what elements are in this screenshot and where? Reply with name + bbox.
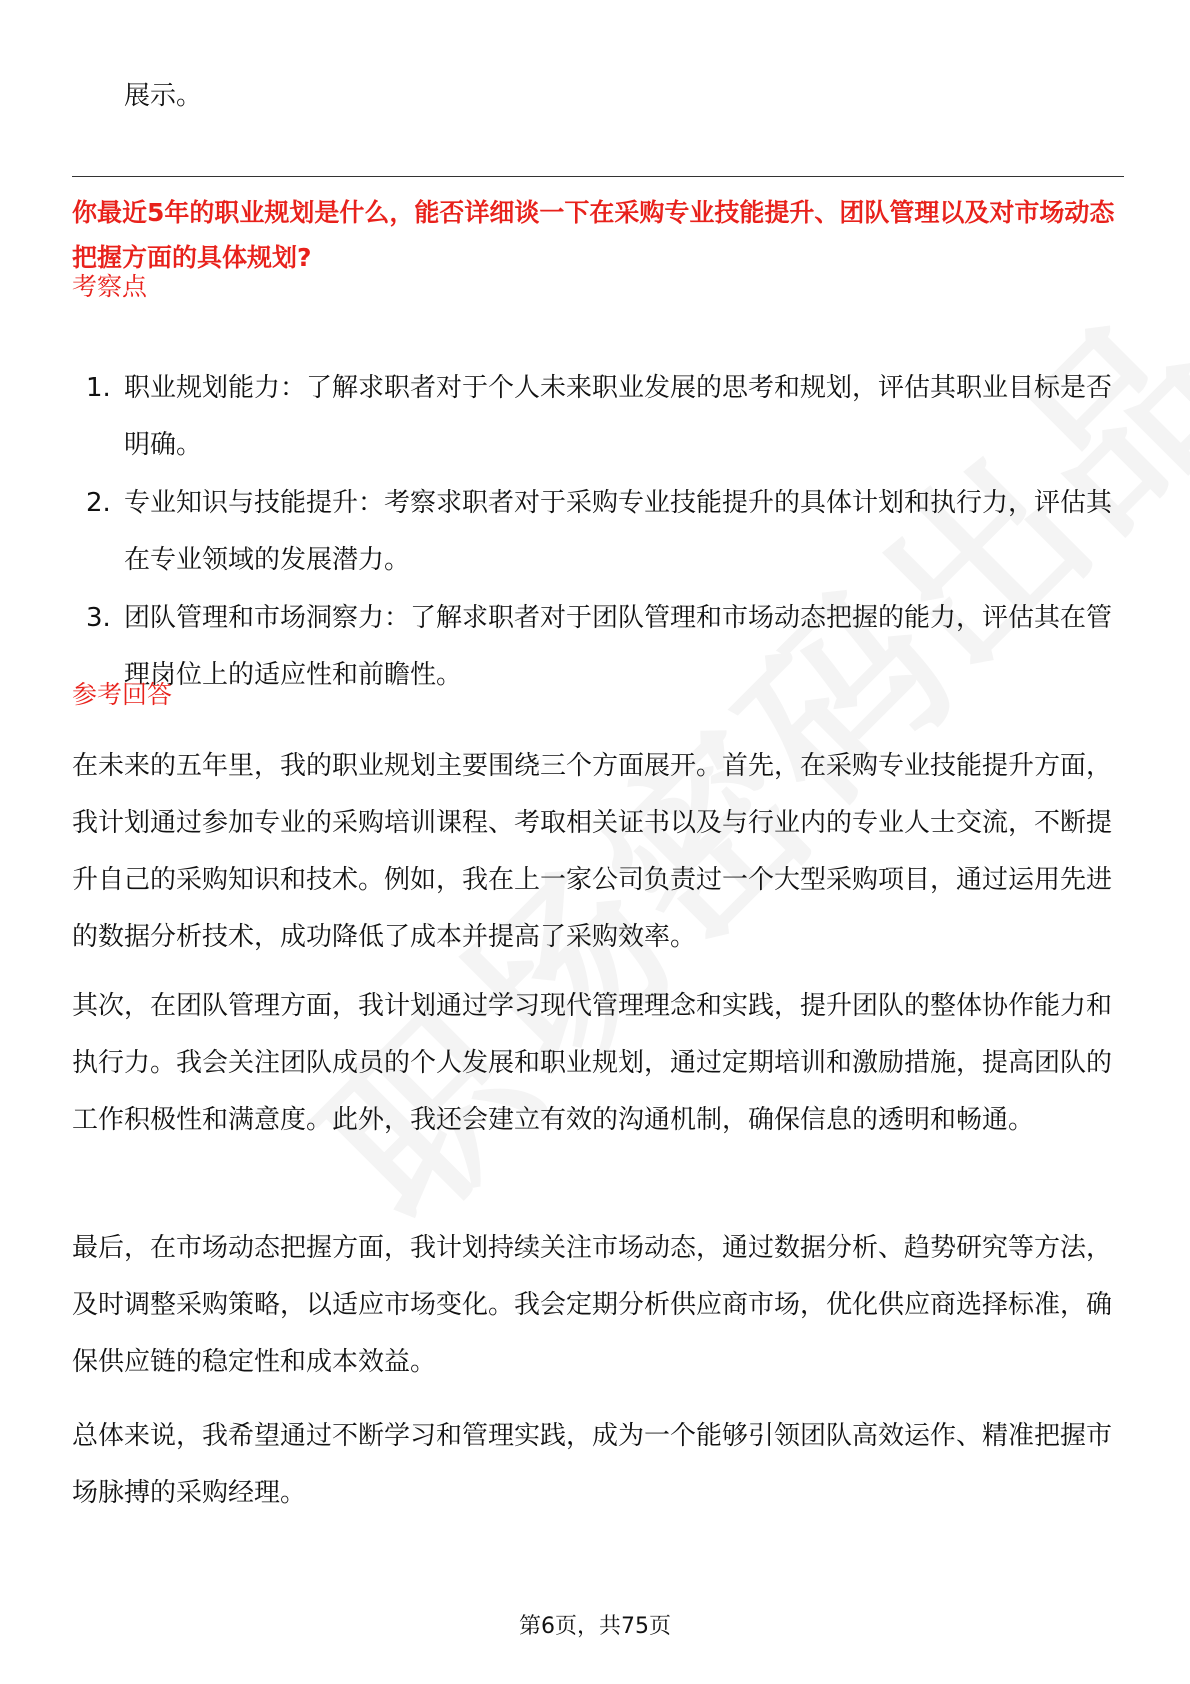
page-number: 第6页，共75页 <box>519 1614 671 1639</box>
answer-paragraph: 在未来的五年里，我的职业规划主要围绕三个方面展开。首先，在采购专业技能提升方面，我计划通过参加专业的采购培训课程、考取相关证书以及与行业内的专业人士交流，不断提升自己的采购知识和技术。例如，我在上一家公司负责过一个大型采购项目，通过运用先进的数据分析技术，成功降低了成本并提高了采购效率。 <box>72 751 1113 952</box>
section-divider <box>72 176 1124 177</box>
item-number: 3. <box>86 603 111 633</box>
continuation-text: 展示。 <box>124 81 203 111</box>
assessment-item <box>72 475 1124 589</box>
assessment-item <box>72 590 1124 704</box>
assessment-list <box>72 360 1124 705</box>
item-text: 职业规划能力：了解求职者对于个人未来职业发展的思考和规划，评估其职业目标是否明确。 <box>124 373 1113 460</box>
reference-title: 参考回答 <box>72 680 173 709</box>
answer-paragraph: 其次，在团队管理方面，我计划通过学习现代管理理念和实践，提升团队的整体协作能力和执行力。我会关注团队成员的个人发展和职业规划，通过定期培训和激励措施，提高团队的工作积极性和满意度。此外，我还会建立有效的沟通机制，确保信息的透明和畅通。 <box>72 991 1113 1135</box>
item-number: 2. <box>86 488 111 518</box>
item-number: 1. <box>86 373 111 403</box>
interview-question: 你最近5年的职业规划是什么，能否详细谈一下在采购专业技能提升、团队管理以及对市场动态把握方面的具体规划? <box>72 198 1115 272</box>
item-text: 团队管理和市场洞察力：了解求职者对于团队管理和市场动态把握的能力，评估其在管理岗位上的适应性和前瞻性。 <box>124 603 1113 690</box>
item-text: 专业知识与技能提升：考察求职者对于采购专业技能提升的具体计划和执行力，评估其在专业领域的发展潜力。 <box>124 488 1113 575</box>
answer-paragraph: 总体来说，我希望通过不断学习和管理实践，成为一个能够引领团队高效运作、精准把握市场脉搏的采购经理。 <box>72 1421 1113 1508</box>
assessment-item <box>72 360 1124 474</box>
answer-paragraph: 最后，在市场动态把握方面，我计划持续关注市场动态，通过数据分析、趋势研究等方法，及时调整采购策略，以适应市场变化。我会定期分析供应商市场，优化供应商选择标准，确保供应链的稳定性和成本效益。 <box>72 1233 1113 1377</box>
assessment-title: 考察点 <box>72 272 148 301</box>
